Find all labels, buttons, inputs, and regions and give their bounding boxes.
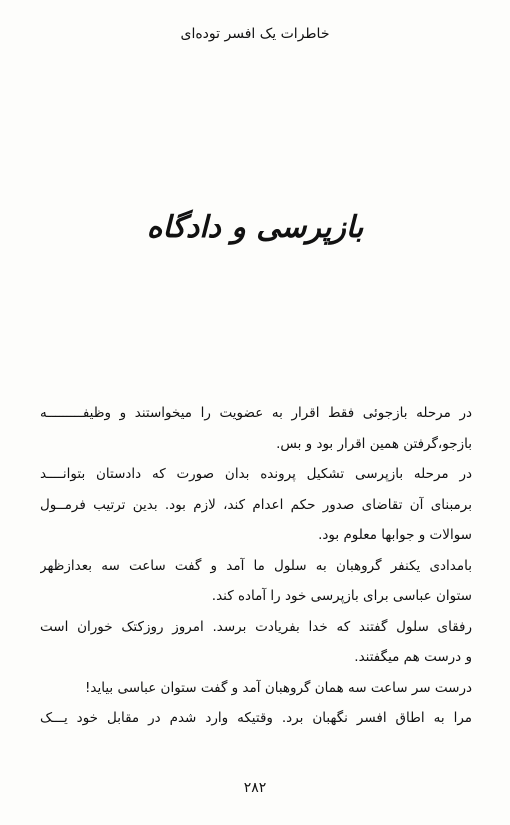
body-text — [40, 398, 472, 734]
page-number: ۲۸۲ — [243, 780, 267, 796]
body-line: سوالات و جوابها معلوم بود. — [318, 527, 472, 543]
body-line: در مرحله بازپرسی تشکیل پرونده بدان صورت که دادستان بتوانــــد — [40, 466, 472, 482]
body-line: درست سر ساعت سه همان گروهبان آمد و گفت ستوان عباسی بیاید! — [84, 679, 472, 696]
body-line: برمبنای آن تقاضای صدور حکم اعدام کند، لازم بود. بدین ترتیب فرمــول — [40, 496, 472, 513]
chapter-title: بازپرسی و دادگاه — [146, 210, 364, 245]
body-line: در مرحله بازجوئی فقط اقرار به عضویت را میخواستند و وظیفـــــــــه — [40, 405, 472, 421]
body-line: ستوان عباسی برای بازپرسی خود را آماده کند. — [211, 588, 472, 604]
body-line: مرا به اطاق افسر نگهبان برد. وقتیکه وارد شدم در مقابل خود یـــک — [40, 710, 472, 726]
running-header: خاطرات یک افسر توده‌ای — [180, 26, 330, 42]
body-line: رفقای سلول گفتند که خدا بفریادت برسد. امروز روزکتک خوران است — [40, 618, 472, 635]
body-line: و درست هم میگفتند. — [354, 649, 472, 665]
body-line: بامدادی یکنفر گروهبان به سلول ما آمد و گفت ساعت سه بعدازظهر — [40, 557, 472, 574]
body-line: بازجو،گرفتن همین اقرار بود و بس. — [276, 435, 472, 452]
